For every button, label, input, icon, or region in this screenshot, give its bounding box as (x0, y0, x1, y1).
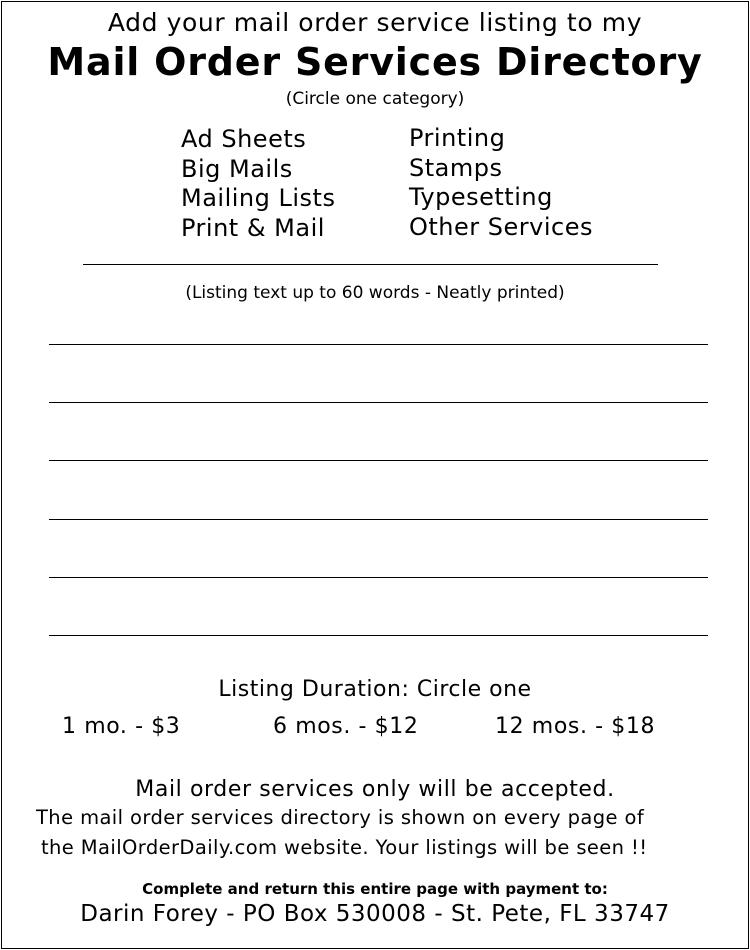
category-option[interactable]: Stamps (409, 153, 503, 182)
info-line-1: The mail order services directory is shown on every page of (36, 806, 645, 829)
intro-text: Add your mail order service listing to my (107, 8, 643, 37)
info-line-2: the MailOrderDaily.com website. Your listings will be seen !! (41, 836, 648, 859)
category-separator (83, 264, 658, 265)
duration-option-1mo[interactable]: 1 mo. - $3 (62, 714, 181, 739)
category-option[interactable]: Typesetting (409, 183, 553, 211)
mailing-address: Darin Forey - PO Box 530008 - St. Pete, FL 33747 (80, 901, 670, 927)
duration-label: Listing Duration: Circle one (218, 677, 532, 702)
listing-writing-line[interactable] (49, 577, 708, 578)
listing-writing-line[interactable] (49, 635, 708, 636)
acceptance-note: Mail order services only will be accepted. (135, 777, 615, 802)
category-option[interactable]: Other Services (409, 212, 593, 241)
listing-instruction: (Listing text up to 60 words - Neatly printed) (185, 283, 565, 303)
listing-writing-line[interactable] (49, 519, 708, 520)
category-option[interactable]: Print & Mail (181, 213, 325, 242)
category-list-right (409, 124, 593, 242)
category-option[interactable]: Ad Sheets (181, 125, 307, 153)
category-option[interactable]: Big Mails (181, 154, 293, 183)
category-list-left (181, 125, 335, 243)
duration-option-6mos[interactable]: 6 mos. - $12 (273, 714, 419, 739)
duration-option-12mos[interactable]: 12 mos. - $18 (495, 714, 656, 739)
return-instruction: Complete and return this entire page with payment to: (142, 880, 608, 898)
page-title: Mail Order Services Directory (47, 40, 703, 84)
listing-writing-line[interactable] (49, 402, 708, 403)
listing-writing-line[interactable] (49, 460, 708, 461)
category-instruction: (Circle one category) (285, 89, 465, 109)
category-option[interactable]: Printing (409, 124, 506, 152)
listing-writing-line[interactable] (49, 344, 708, 345)
category-option[interactable]: Mailing Lists (181, 184, 336, 212)
